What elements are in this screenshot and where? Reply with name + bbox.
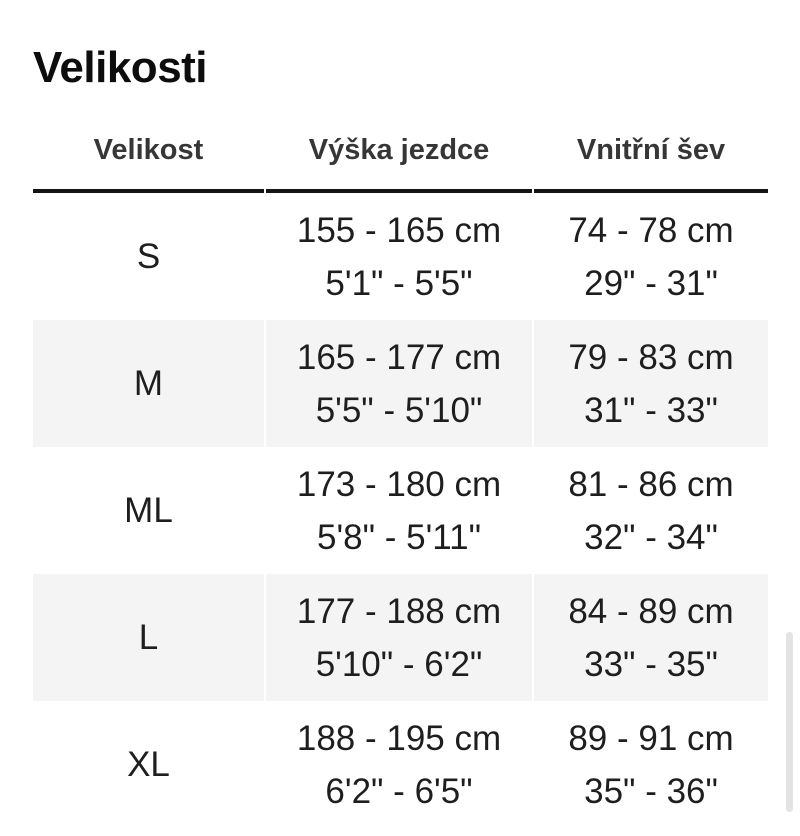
table-header-row: [33, 117, 768, 193]
inseam-cell: [534, 701, 768, 828]
col-header-rider-height: Výška jezdce: [266, 117, 532, 193]
inseam-in-line: 31" - 33": [584, 390, 718, 430]
vertical-scrollbar-thumb[interactable]: [786, 632, 793, 812]
inseam-cell: [534, 193, 768, 320]
height-cell: [266, 193, 532, 320]
table-row-ml: [33, 447, 768, 574]
inseam-cm-line: 81 - 86 cm: [568, 464, 734, 504]
table-row-s: [33, 193, 768, 320]
size-label: S: [136, 237, 161, 276]
inseam-cell: [534, 447, 768, 574]
height-cm-line: 188 - 195 cm: [296, 718, 502, 758]
table-row-l: [33, 574, 768, 701]
inseam-in-line: 29" - 31": [584, 263, 718, 303]
height-ft-line: 5'5" - 5'10": [315, 390, 483, 430]
table-row-xl: [33, 701, 768, 828]
height-cell: [266, 574, 532, 701]
inseam-cm-line: 84 - 89 cm: [568, 591, 734, 631]
size-cell: [33, 574, 264, 701]
inseam-in-line: 32" - 34": [584, 517, 718, 557]
size-label: L: [138, 618, 159, 657]
inseam-cm-line: 89 - 91 cm: [568, 718, 734, 758]
size-label: M: [133, 364, 164, 403]
height-cell: [266, 447, 532, 574]
inseam-in-line: 33" - 35": [584, 644, 718, 684]
height-cell: [266, 701, 532, 828]
height-ft-line: 5'10" - 6'2": [315, 644, 483, 684]
size-cell: [33, 193, 264, 320]
size-cell: [33, 447, 264, 574]
height-cm-line: 177 - 188 cm: [296, 591, 502, 631]
height-cm-line: 165 - 177 cm: [296, 337, 502, 377]
size-label: XL: [127, 745, 170, 784]
size-table: [31, 117, 770, 828]
size-label: ML: [124, 491, 173, 530]
height-cell: [266, 320, 532, 447]
inseam-cm-line: 79 - 83 cm: [568, 337, 734, 377]
height-ft-line: 5'8" - 5'11": [317, 517, 482, 557]
inseam-cell: [534, 320, 768, 447]
height-ft-line: 5'1" - 5'5": [325, 263, 473, 303]
inseam-cm-line: 74 - 78 cm: [568, 210, 734, 250]
height-cm-line: 155 - 165 cm: [296, 210, 502, 250]
inseam-in-line: 35" - 36": [584, 771, 718, 811]
size-cell: [33, 701, 264, 828]
height-cm-line: 173 - 180 cm: [296, 464, 502, 504]
table-row-m: [33, 320, 768, 447]
inseam-cell: [534, 574, 768, 701]
col-header-inseam: Vnitřní šev: [534, 117, 768, 193]
col-header-size: Velikost: [33, 117, 264, 193]
size-cell: [33, 320, 264, 447]
page-title: Velikosti: [33, 43, 208, 92]
height-ft-line: 6'2" - 6'5": [325, 771, 473, 811]
